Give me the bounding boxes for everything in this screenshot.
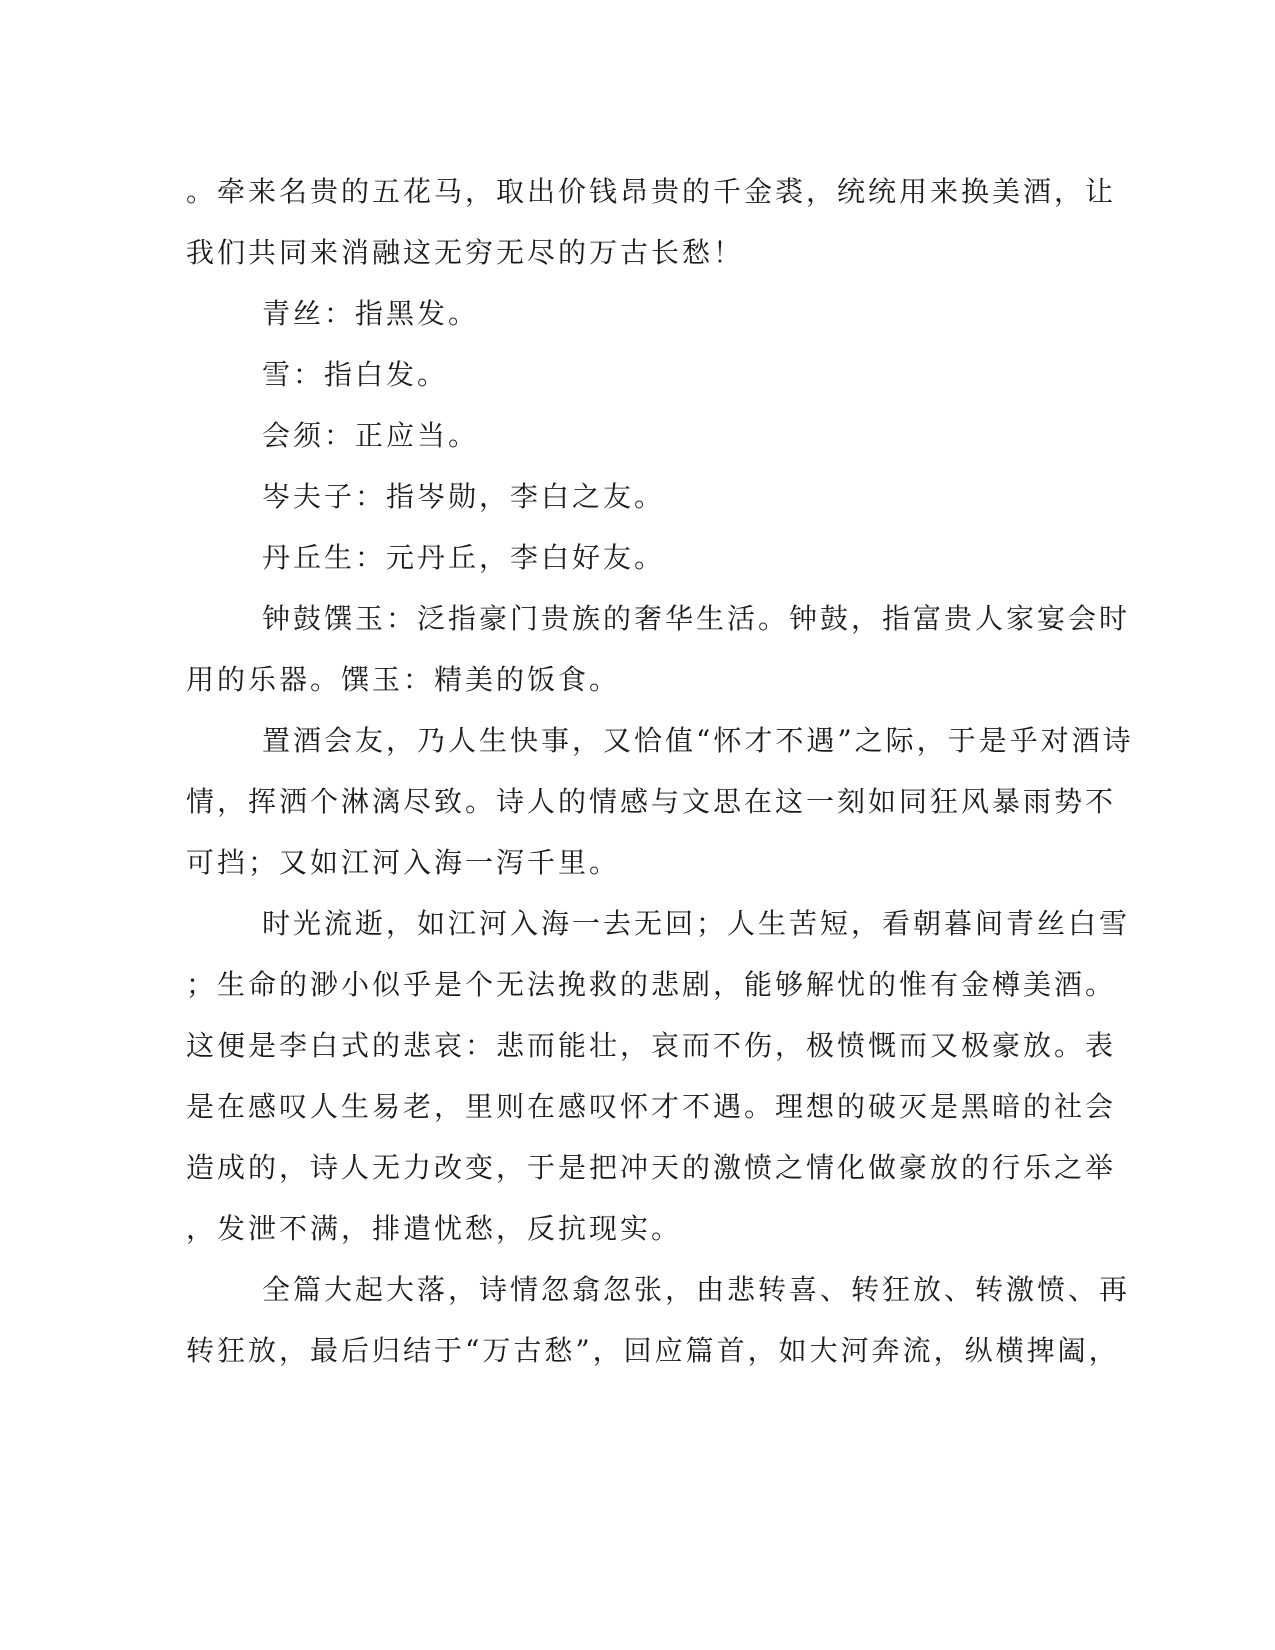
annotation-line: 岑夫子：指岑勋，李白之友。: [262, 480, 666, 513]
text-line: ，发泄不满，排遣忧愁，反抗现实。: [186, 1212, 683, 1245]
text-line: 可挡；又如江河入海一泻千里。: [186, 846, 621, 879]
annotation-line: 丹丘生：元丹丘，李白好友。: [262, 541, 666, 574]
text-line: 我们共同来消融这无穷无尽的万古长愁！: [186, 236, 745, 269]
text-line: 。牵来名贵的五花马，取出价钱昂贵的千金裘，统统用来换美酒，让: [186, 175, 1117, 208]
annotation-line: 雪：指白发。: [262, 358, 449, 391]
text-line: 情，挥洒个淋漓尽致。诗人的情感与文思在这一刻如同狂风暴雨势不: [186, 785, 1117, 818]
body-text: [186, 161, 1134, 1381]
annotation-line: 钟鼓馔玉：泛指豪门贵族的奢华生活。钟鼓，指富贵人家宴会时: [262, 602, 1131, 635]
text-line: 是在感叹人生易老，里则在感叹怀才不遇。理想的破灭是黑暗的社会: [186, 1090, 1117, 1123]
paragraph-start: 时光流逝，如江河入海一去无回；人生苦短，看朝暮间青丝白雪: [262, 907, 1131, 940]
annotation-line: 青丝：指黑发。: [262, 297, 480, 330]
text-line: 转狂放，最后归结于“万古愁”，回应篇首，如大河奔流，纵横捭阖，: [186, 1334, 1120, 1367]
text-line: 这便是李白式的悲哀：悲而能壮，哀而不伤，极愤慨而又极豪放。表: [186, 1029, 1117, 1062]
text-line: 用的乐器。馔玉：精美的饭食。: [186, 663, 621, 696]
paragraph-start: 置酒会友，乃人生快事，又恰值“怀才不遇”之际，于是乎对酒诗: [262, 724, 1134, 757]
annotation-line: 会须：正应当。: [262, 419, 480, 452]
text-line: ；生命的渺小似乎是个无法挽救的悲剧，能够解忧的惟有金樽美酒。: [186, 968, 1117, 1001]
paragraph-start: 全篇大起大落，诗情忽翕忽张，由悲转喜、转狂放、转激愤、再: [262, 1273, 1131, 1306]
text-line: 造成的，诗人无力改变，于是把冲天的激愤之情化做豪放的行乐之举: [186, 1151, 1117, 1184]
